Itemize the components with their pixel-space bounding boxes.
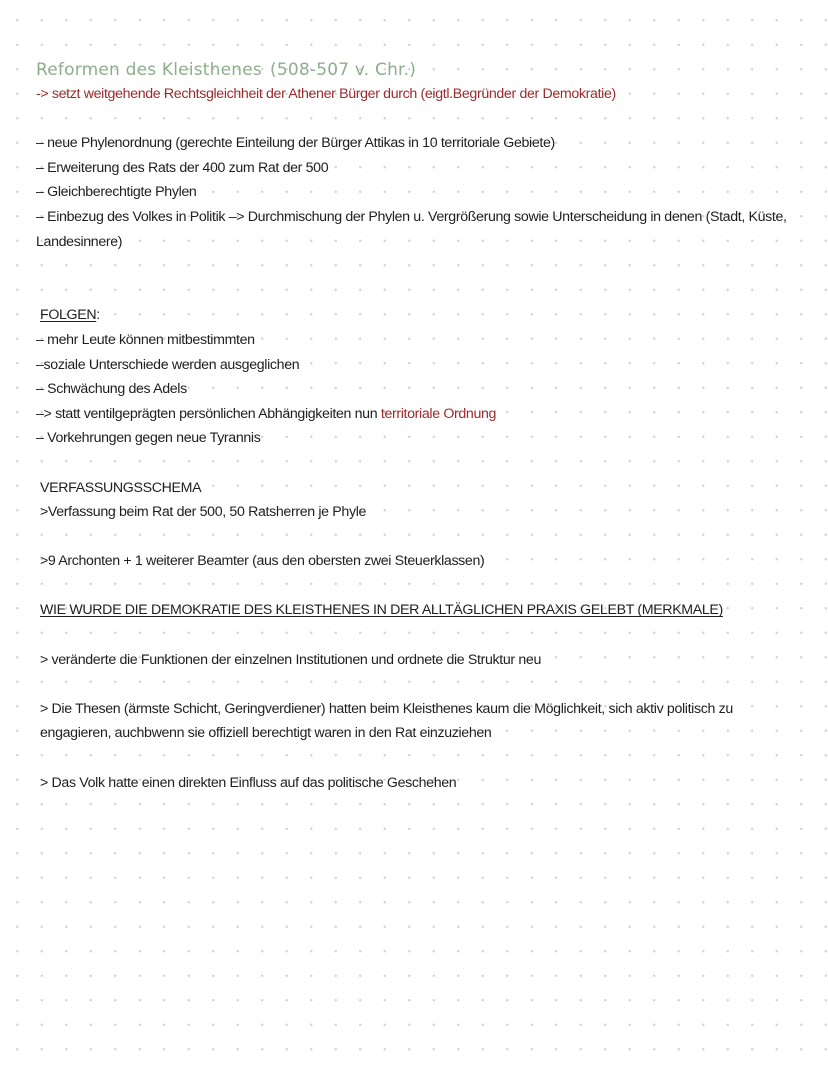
folgen-section <box>36 303 806 451</box>
praxis-point: > Die Thesen (ärmste Schicht, Geringverdiener) hatten beim Kleisthenes kaum die Möglichkeit, sich aktiv politisch zu engagieren, auchbwenn sie offiziell berechtigt waren in den Rat einzuziehen <box>40 700 733 742</box>
folgen-item: – Schwächung des Adels <box>36 381 187 398</box>
reform-item: – Einbezug des Volkes in Politik –> Durchmischung der Phylen u. Vergrößerung sowie Unterscheidung in denen (Stadt, Küste, Landesinnere) <box>36 208 787 250</box>
folgen-item: – mehr Leute können mitbestimmten <box>36 331 255 348</box>
verfassung-section <box>36 476 806 574</box>
reform-item: – Gleichberechtigte Phylen <box>36 184 197 201</box>
verfassung-heading: VERFASSUNGSSCHEMA <box>40 479 202 496</box>
folgen-arrow-text: –> statt ventilgeprägten persönlichen Abhängigkeiten nun <box>36 405 381 422</box>
subtitle: -> setzt weitgehende Rechtsgleichheit der Athener Bürger durch (eigtl.Begründer der Demokratie) <box>36 86 616 102</box>
reform-item: – Erweiterung des Rats der 400 zum Rat der 500 <box>36 159 329 176</box>
folgen-colon: : <box>96 307 100 324</box>
praxis-point: > Das Volk hatte einen direkten Einfluss auf das politische Geschehen <box>40 774 457 791</box>
territoriale-ordnung-highlight: territoriale Ordnung <box>380 405 497 422</box>
note-page <box>36 58 806 795</box>
verfassung-line: >9 Archonten + 1 weiterer Beamter (aus den obersten zwei Steuerklassen) <box>40 553 485 570</box>
reform-list <box>36 131 806 254</box>
reform-item: – neue Phylenordnung (gerechte Einteilung der Bürger Attikas in 10 territoriale Gebiete) <box>36 135 555 152</box>
folgen-heading-text: FOLGEN <box>40 307 97 324</box>
folgen-heading <box>36 303 806 328</box>
praxis-point: > veränderte die Funktionen der einzelnen Institutionen und ordnete die Struktur neu <box>40 651 542 668</box>
praxis-heading <box>36 598 806 623</box>
praxis-heading-text: WIE WURDE DIE DEMOKRATIE DES KLEISTHENES IN DER ALLTÄGLICHEN PRAXIS GELEBT (MERKMALE) <box>40 602 723 619</box>
verfassung-line: >Verfassung beim Rat der 500, 50 Ratsherren je Phyle <box>40 504 367 521</box>
title-years: (508-507 v. Chr.) <box>270 60 417 80</box>
folgen-item-territorial <box>36 402 806 427</box>
page-title <box>36 58 806 82</box>
folgen-item: –soziale Unterschiede werden ausgeglichen <box>36 356 300 373</box>
title-main: Reformen des Kleisthenes <box>36 60 262 80</box>
folgen-item: – Vorkehrungen gegen neue Tyrannis <box>36 430 261 447</box>
praxis-section <box>36 598 806 795</box>
